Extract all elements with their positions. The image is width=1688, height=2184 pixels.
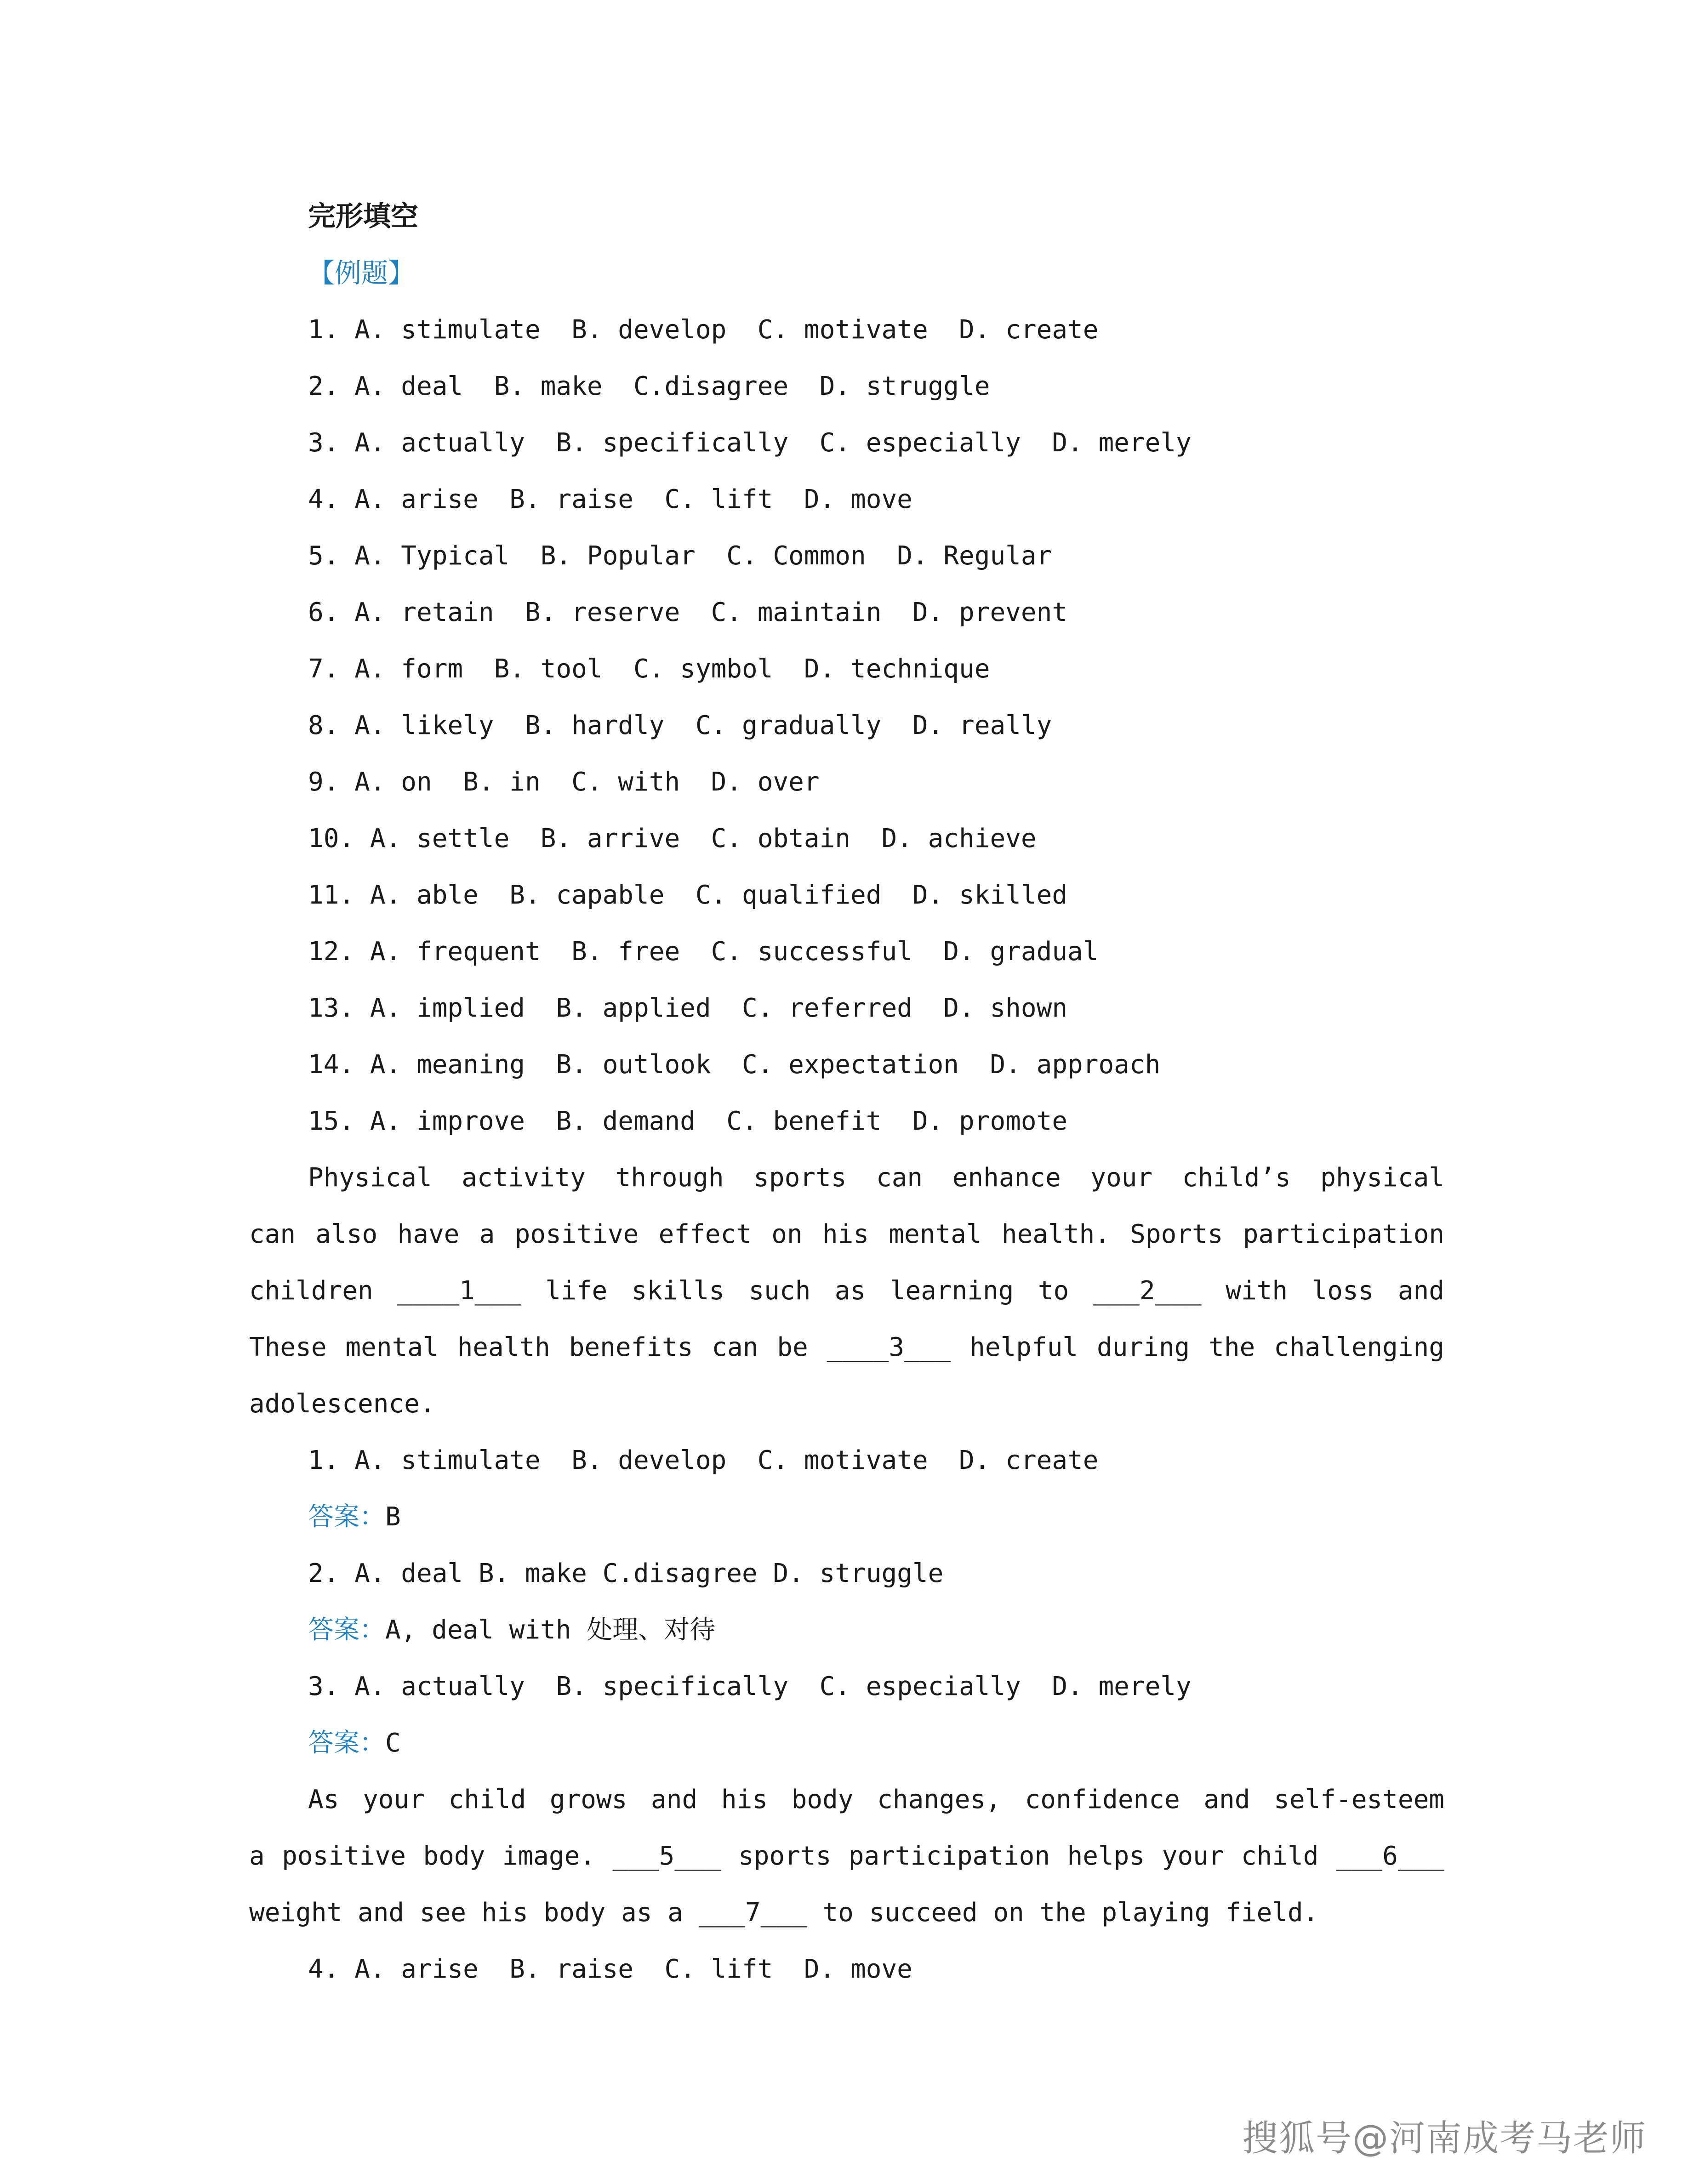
passage-line: These mental health benefits can be ____3___ helpful during the challenging [249, 1332, 1444, 1362]
question-option-line: 2. A. deal B. make C.disagree D. struggle [308, 1558, 944, 1588]
passage-line: a positive body image. ___5___ sports participation helps your child ___6___ [249, 1841, 1444, 1871]
passage-line: adolescence. [249, 1389, 435, 1419]
question-option-line: 6. A. retain B. reserve C. maintain D. prevent [308, 597, 1068, 627]
document-content [249, 188, 1444, 1997]
answer-value: A, deal with 处理、对待 [385, 1615, 716, 1645]
answer-value: B [385, 1502, 401, 1532]
passage-line: can also have a positive effect on his mental health. Sports participation [249, 1219, 1444, 1249]
passage-line: Physical activity through sports can enhance your child’s physical [308, 1163, 1444, 1193]
question-option-line: 1. A. stimulate B. develop C. motivate D. create [308, 315, 1099, 345]
answer-value: C [385, 1728, 401, 1758]
section-title: 完形填空 [308, 200, 418, 233]
question-option-line: 3. A. actually B. specifically C. especially D. merely [308, 428, 1192, 458]
question-option-line: 15. A. improve B. demand C. benefit D. promote [308, 1106, 1068, 1136]
question-option-line: 2. A. deal B. make C.disagree D. struggle [308, 371, 990, 401]
question-option-line: 3. A. actually B. specifically C. especially D. merely [308, 1672, 1192, 1701]
answer-label: 答案： [308, 1502, 385, 1532]
question-option-line: 8. A. likely B. hardly C. gradually D. really [308, 711, 1052, 740]
answer-line [249, 1715, 1444, 1771]
watermark: 搜狐号@河南成考马老师 [1242, 2118, 1647, 2159]
question-option-line: 4. A. arise B. raise C. lift D. move [308, 484, 912, 514]
passage-line: As your child grows and his body changes, confidence and self-esteem [308, 1785, 1444, 1814]
answer-line [249, 1602, 1444, 1658]
answer-label: 答案： [308, 1615, 385, 1645]
answer-label: 答案： [308, 1728, 385, 1758]
question-option-line: 5. A. Typical B. Popular C. Common D. Regular [308, 541, 1052, 571]
passage-line: children ____1___ life skills such as learning to ___2___ with loss and [249, 1276, 1444, 1306]
question-option-line: 9. A. on B. in C. with D. over [308, 767, 820, 797]
answer-line [249, 1489, 1444, 1545]
question-option-line: 1. A. stimulate B. develop C. motivate D. create [308, 1445, 1099, 1475]
example-tag: 【例题】 [308, 257, 415, 289]
question-option-line: 11. A. able B. capable C. qualified D. skilled [308, 880, 1068, 910]
question-option-line: 10. A. settle B. arrive C. obtain D. achieve [308, 824, 1037, 853]
question-option-line: 13. A. implied B. applied C. referred D. shown [308, 993, 1068, 1023]
passage-line: weight and see his body as a ___7___ to succeed on the playing field. [249, 1898, 1319, 1928]
question-option-line: 7. A. form B. tool C. symbol D. technique [308, 654, 990, 684]
question-option-line: 4. A. arise B. raise C. lift D. move [308, 1954, 912, 1984]
question-option-line: 12. A. frequent B. free C. successful D. gradual [308, 937, 1099, 967]
question-option-line: 14. A. meaning B. outlook C. expectation D. approach [308, 1050, 1161, 1080]
